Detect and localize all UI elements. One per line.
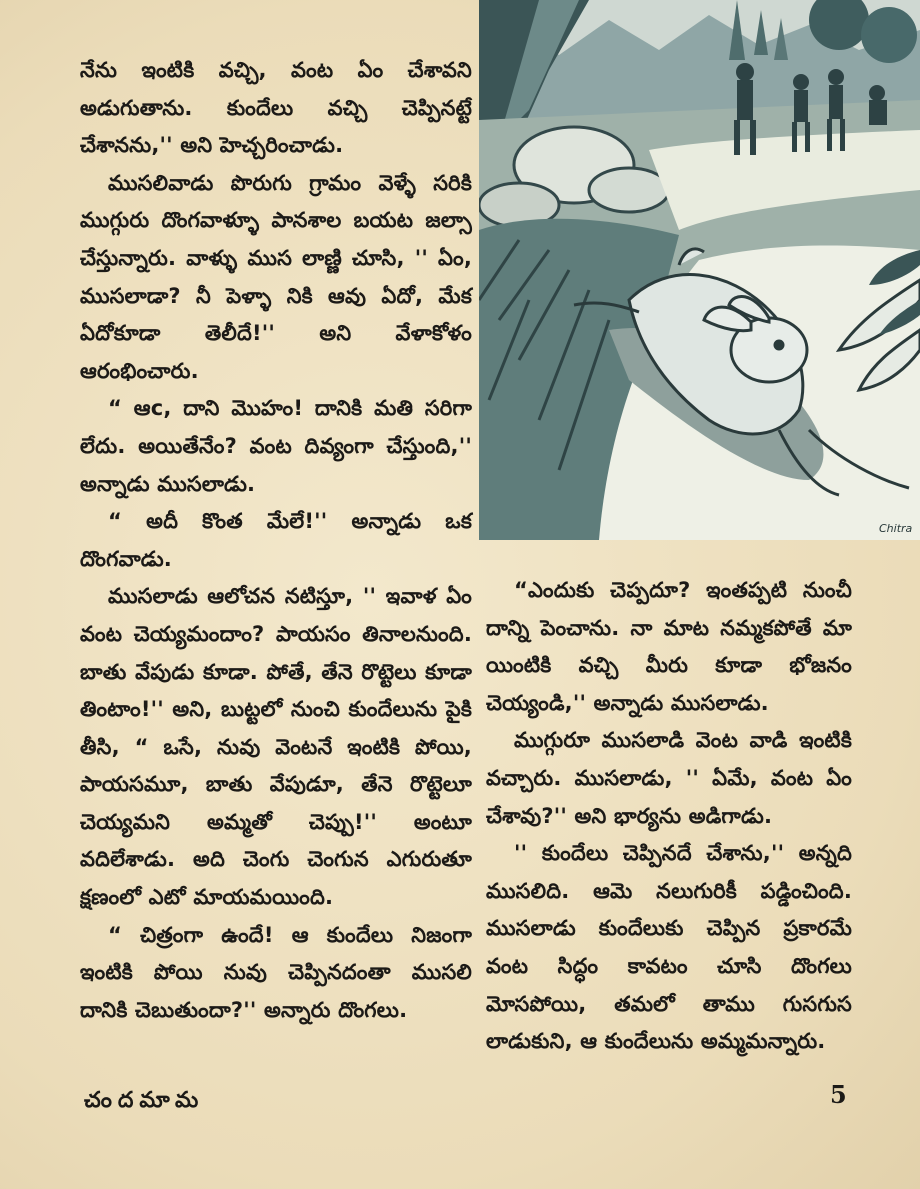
illustrator-signature: Chitra [879, 522, 913, 535]
paragraph: “ ఆc, దాని మొహం! దానికి మతి సరిగా లేదు. అయితేనేం? వంట దివ్యంగా చేస్తుంది,'' అన్నాడు ముసలాడు. [80, 396, 472, 496]
paragraph: “ అదీ కొంత మేలే!'' అన్నాడు ఒక దొంగవాడు. [80, 509, 472, 571]
left-text-column [80, 52, 472, 1029]
illustration-drawing [479, 0, 920, 540]
magazine-name: చందమామ [84, 1088, 205, 1113]
paragraph: “ఎందుకు చెప్పదూ? ఇంతప్పటి నుంచీ దాన్ని పెంచాను. నా మాట నమ్మకపోతే మా యింటికి వచ్చి మీరు కూడా భోజనం చెయ్యండి,'' అన్నాడు ముసలాడు. [486, 578, 852, 715]
paragraph: ముగ్గురూ ముసలాడి వెంట వాడి ఇంటికి వచ్చారు. ముసలాడు, '' ఏమే, వంట ఏం చేశావు?'' అని భార్యను అడిగాడు. [486, 728, 852, 828]
paragraph: ముసలివాడు పొరుగు గ్రామం వెళ్ళే సరికి ముగ్గురు దొంగవాళ్ళూ పానశాల బయట జల్సా చేస్తున్నారు. వాళ్ళు ముస లాణ్ణి చూసి, '' ఏం, ముసలాడా? నీ పెళ్ళా నికి ఆవు ఏదో, మేక ఏదోకూడా తెలీదే!'' అని వేళాకోళం ఆరంభించారు. [80, 170, 472, 383]
paragraph: “ చిత్రంగా ఉందే! ఆ కుందేలు నిజంగా ఇంటికి పోయి నువు చెప్పినదంతా ముసలి దానికి చెబుతుందా?'' అన్నారు దొంగలు. [80, 922, 472, 1022]
paragraph: నేను ఇంటికి వచ్చి, వంట ఏం చేశావని అడుగుతాను. కుందేలు వచ్చి చెప్పినట్టే చేశానను,'' అని హెచ్చరించాడు. [80, 58, 472, 158]
right-text-column [486, 572, 852, 1061]
page-number: 5 [830, 1080, 847, 1109]
paragraph: '' కుందేలు చెప్పినదే చేశాను,'' అన్నది ముసలిది. ఆమె నలుగురికీ పడ్డించింది. ముసలాడు కుందేలుకు చెప్పిన ప్రకారమే వంట సిద్ధం కావటం చూసి దొంగలు మోసపోయి, తమలో తాము గుసగుస లాడుకుని, ఆ కుందేలును అమ్మమన్నారు. [486, 841, 852, 1054]
paragraph: ముసలాడు ఆలోచన నటిస్తూ, '' ఇవాళ ఏం వంట చెయ్యమందాం? పాయసం తినాలనుంది. బాతు వేపుడు కూడా. పోతే, తేనె రొట్టెలు కూడా తింటాం!'' అని, బుట్టలో నుంచి కుందేలును పైకి తీసి, “ ఒసే, నువు వెంటనే ఇంటికి పోయి, పాయసమూ, బాతు వేపుడూ, తేనె రొట్టెలూ చెయ్యమని అమ్మతో చెప్పు!'' అంటూ వదిలేశాడు. అది చెంగు చెంగున ఎగురుతూ క్షణంలో ఎటో మాయమయింది. [80, 584, 472, 910]
rabbit-running-illustration [479, 0, 920, 540]
